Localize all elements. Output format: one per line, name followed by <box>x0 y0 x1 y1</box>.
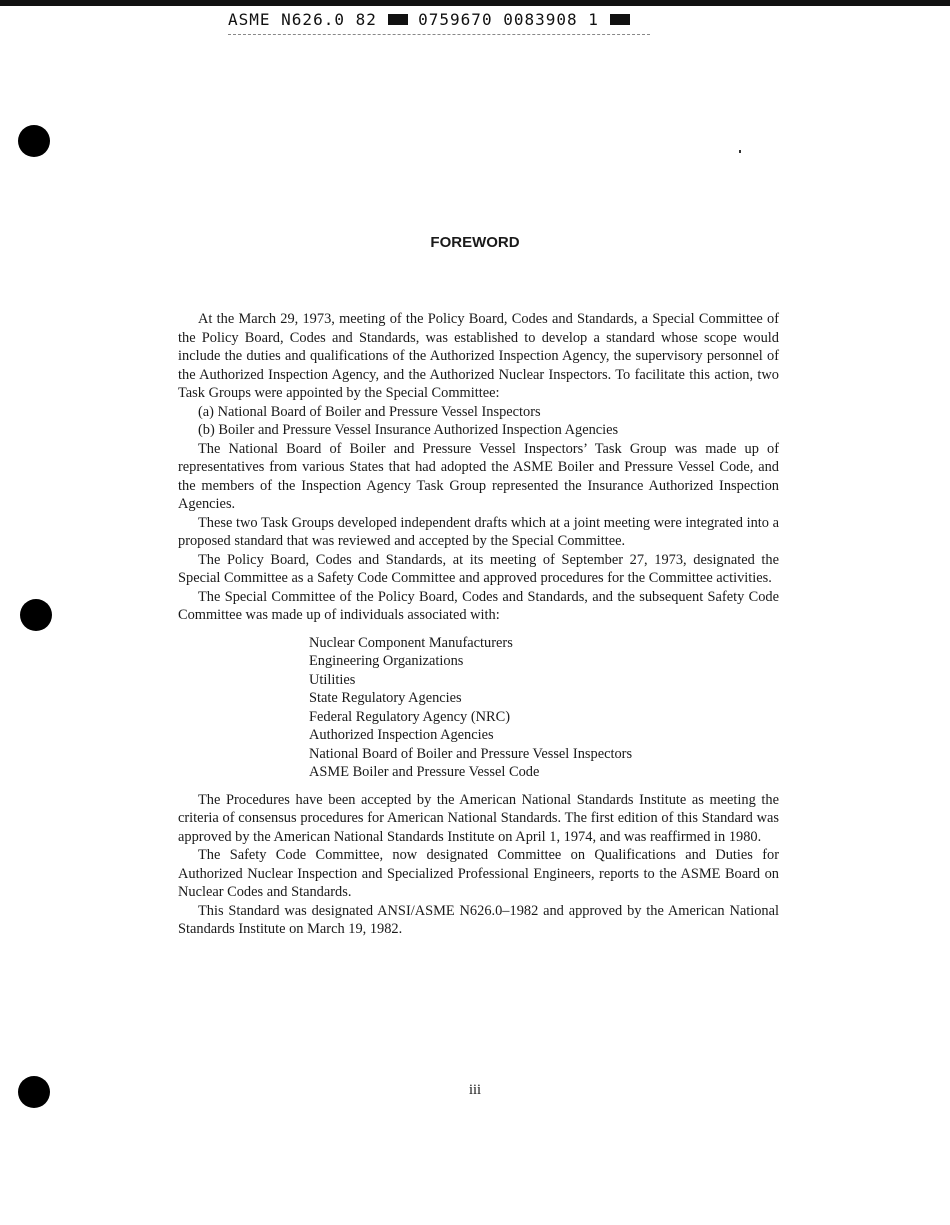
association-item: Nuclear Component Manufacturers <box>309 634 513 651</box>
association-item: ASME Boiler and Pressure Vessel Code <box>309 764 540 780</box>
association-item: Engineering Organizations <box>309 653 464 669</box>
redaction-block-icon <box>388 14 408 25</box>
paragraph: The Special Committee of the Policy Board, Codes and Standards, and the subsequent Safety Code Committee was made up of individuals associated with: <box>178 588 779 623</box>
paragraph: The National Board of Boiler and Pressure Vessel Inspectors’ Task Group was made up of representatives from various States that had adopted the ASME Boiler and Pressure Vessel Code, and the members of the Inspection Agency Task Group represented the Insurance Authorized Inspection Agencies. <box>178 440 779 512</box>
association-item: National Board of Boiler and Pressure Vessel Inspectors <box>309 745 633 762</box>
list-item-b: (b) Boiler and Pressure Vessel Insurance Authorized Inspection Agencies <box>198 422 619 438</box>
scan-top-edge <box>0 0 950 6</box>
paragraph: The Safety Code Committee, now designated Committee on Qualifications and Duties for Authorized Nuclear Inspection and Specialized Professional Engineers, reports to the ASME Board on Nuclear Codes and Standards. <box>178 847 779 900</box>
association-item: Federal Regulatory Agency (NRC) <box>309 708 511 725</box>
association-item: Utilities <box>309 671 356 688</box>
foreword-body <box>178 310 779 939</box>
punch-hole-icon <box>18 125 50 157</box>
document-code-part1: ASME N626.0 82 <box>228 10 377 29</box>
page-title: FOREWORD <box>430 234 520 251</box>
document-code-header <box>228 10 630 29</box>
paragraph: These two Task Groups developed independent drafts which at a joint meeting were integrated into a proposed standard that was reviewed and accepted by the Special Committee. <box>178 514 779 549</box>
list-item-a: (a) National Board of Boiler and Pressure Vessel Inspectors <box>198 403 541 420</box>
scan-speck <box>739 150 741 153</box>
header-rule <box>228 34 650 35</box>
document-code-part2: 0759670 0083908 1 <box>418 10 599 29</box>
page-number: iii <box>469 1082 481 1098</box>
paragraph: The Procedures have been accepted by the American National Standards Institute as meeting the criteria of consensus procedures for American National Standards. The first edition of this Standard was approved by the American National Standards Institute on April 1, 1974, and was reaffirmed in 1980. <box>178 791 779 845</box>
association-item: Authorized Inspection Agencies <box>309 727 494 743</box>
association-list <box>309 634 779 782</box>
association-item: State Regulatory Agencies <box>309 690 462 706</box>
punch-hole-icon <box>20 599 52 631</box>
paragraph: This Standard was designated ANSI/ASME N626.0–1982 and approved by the American National Standards Institute on March 19, 1982. <box>178 902 779 937</box>
paragraph: At the March 29, 1973, meeting of the Policy Board, Codes and Standards, a Special Committee of the Policy Board, Codes and Standards, was established to develop a standard whose scope would include the duties and qualifications of the Authorized Inspection Agency, the supervisory personnel of the Authorized Inspection Agency, and the Authorized Nuclear Inspectors. To facilitate this action, two Task Groups were appointed by the Special Committee: <box>178 311 779 401</box>
redaction-block-icon <box>610 14 630 25</box>
paragraph: The Policy Board, Codes and Standards, at its meeting of September 27, 1973, designated the Special Committee as a Safety Code Committee and approved procedures for the Committee activities. <box>178 551 779 586</box>
